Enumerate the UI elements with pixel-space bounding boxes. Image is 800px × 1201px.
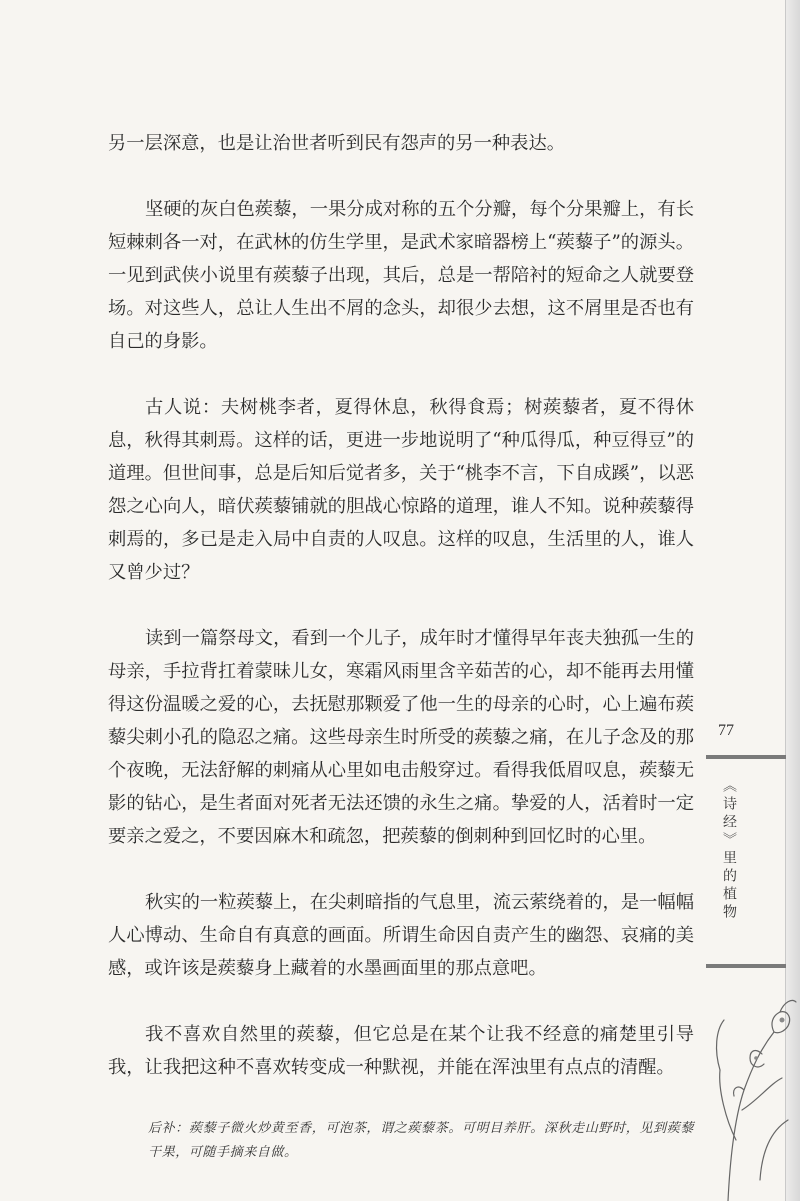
paragraph-3: 古人说：夫树桃李者，夏得休息，秋得食焉；树蒺藜者，夏不得休息，秋得其刺焉。这样的话，更进一步地说明了“种瓜得瓜，种豆得豆”的道理。但世间事，总是后知后觉者多，关于“桃李不言，下自成蹊”，以恶怨之心向人，暗伏蒺藜铺就的胆战心惊路的道理，谁人不知。说种蒺藜得刺焉的，多已是走入局中自责的人叹息。这样的叹息，生活里的人，谁人又曾少过？ xyxy=(108,397,694,583)
paragraph-1: 另一层深意，也是让治世者听到民有怨声的另一种表达。 xyxy=(108,133,566,154)
paragraph-5: 秋实的一粒蒺藜上，在尖刺暗指的气息里，流云萦绕着的，是一幅幅人心博动、生命自有真意的画面。所谓生命因自责产生的幽怨、哀痛的美感，或许该是蒺藜身上藏着的水墨画面里的那点意吧。 xyxy=(108,892,694,979)
paragraph-2: 坚硬的灰白色蒺藜，一果分成对称的五个分瓣，每个分果瓣上，有长短棘刺各一对，在武林的仿生学里，是武术家暗器榜上“蒺藜子”的源头。一见到武侠小说里有蒺藜子出现，其后，总是一帮陪衬的短命之人就要登场。对这些人，总让人生出不屑的念头，却很少去想，这不屑里是否也有自己的身影。 xyxy=(108,199,694,352)
page-number: 77 xyxy=(718,722,734,739)
running-book-title: 《诗经》里的植物 xyxy=(721,778,737,922)
afterword-note: 后补：蒺藜子微火炒黄至香，可泡茶，谓之蒺藜茶。可明目养肝。深秋走山野时，见到蒺藜干果，可随手摘来自做。 xyxy=(148,1121,694,1160)
margin-rule-top xyxy=(706,755,786,759)
paragraph-4: 读到一篇祭母文，看到一个儿子，成年时才懂得早年丧夫独孤一生的母亲，手拉背扛着蒙昧儿女，寒霜风雨里含辛茹苦的心，却不能再去用懂得这份温暖之爱的心，去抚慰那颗爱了他一生的母亲的心时，心上遍布蒺藜尖刺小孔的隐忍之痛。这些母亲生时所受的蒺藜之痛，在儿子念及的那个夜晚，无法舒解的刺痛从心里如电击般穿过。看得我低眉叹息，蒺藜无影的钻心，是生者面对死者无法还馈的永生之痛。挚爱的人，活着时一定要亲之爱之，不要因麻木和疏忽，把蒺藜的倒刺种到回忆时的心里。 xyxy=(108,628,694,847)
body-text xyxy=(108,127,694,1165)
margin-rule-bottom xyxy=(706,964,786,968)
plant-illustration-icon xyxy=(700,980,800,1201)
paragraph-6: 我不喜欢自然里的蒺藜，但它总是在某个让我不经意的痛楚里引导我，让我把这种不喜欢转变成一种默视，并能在浑浊里有点点的清醒。 xyxy=(108,1024,694,1078)
